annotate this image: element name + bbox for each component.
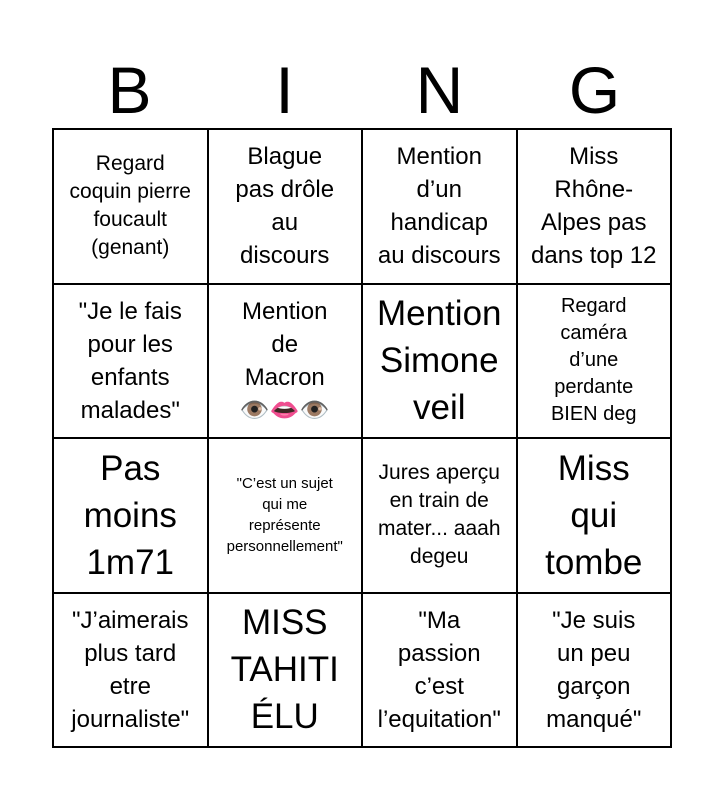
header-letter-g: G [568, 53, 621, 127]
cell-text: Regard caméra d’une perdante BIEN deg [550, 295, 637, 426]
header-letter-b: B [107, 53, 152, 127]
cell-text: Miss qui tombe [545, 448, 643, 582]
bingo-cell[interactable] [363, 285, 518, 440]
bingo-cell[interactable] [54, 285, 209, 440]
bingo-cell[interactable] [209, 285, 364, 440]
cell-text: MISS TAHITI ÉLU [230, 603, 339, 737]
cell-text: "Je le fais pour les enfants malades" [78, 297, 182, 424]
bingo-grid [52, 128, 672, 748]
bingo-cell[interactable] [209, 594, 364, 749]
cell-text: Pas moins 1m71 [83, 448, 177, 582]
cell-text: Blague pas drôle au discours [235, 143, 335, 270]
bingo-cell[interactable] [54, 439, 209, 594]
bingo-cell[interactable] [518, 439, 673, 594]
bingo-cell[interactable] [518, 285, 673, 440]
bingo-cell[interactable] [54, 130, 209, 285]
cell-text: Miss Rhône- Alpes pas dans top 12 [531, 143, 657, 270]
cell-text: "Je suis un peu garçon manqué" [546, 606, 642, 733]
bingo-cell[interactable] [209, 439, 364, 594]
bingo-cell[interactable] [209, 130, 364, 285]
header-letter-n: N [415, 53, 464, 127]
cell-text: Regard coquin pierre foucault (genant) [69, 152, 191, 260]
cell-text: "J’aimerais plus tard etre journaliste" [71, 606, 190, 733]
cell-text: Mention Simone veil [376, 294, 502, 428]
bingo-cell[interactable] [54, 594, 209, 749]
header-letter-i: I [275, 53, 294, 127]
bingo-cell[interactable] [518, 130, 673, 285]
cell-text: Mention de Macron 👁️👄👁️ [239, 297, 330, 424]
bingo-cell[interactable] [518, 594, 673, 749]
cell-text: "Ma passion c’est l’equitation" [377, 606, 501, 733]
cell-text: Jures aperçu en train de mater... aaah degeu [377, 461, 501, 569]
cell-text: "C’est un sujet qui me représente personnellement" [226, 475, 343, 556]
bingo-cell[interactable] [363, 594, 518, 749]
cell-text: Mention d’un handicap au discours [377, 143, 501, 270]
bingo-header [52, 52, 672, 128]
bingo-cell[interactable] [363, 439, 518, 594]
bingo-cell[interactable] [363, 130, 518, 285]
